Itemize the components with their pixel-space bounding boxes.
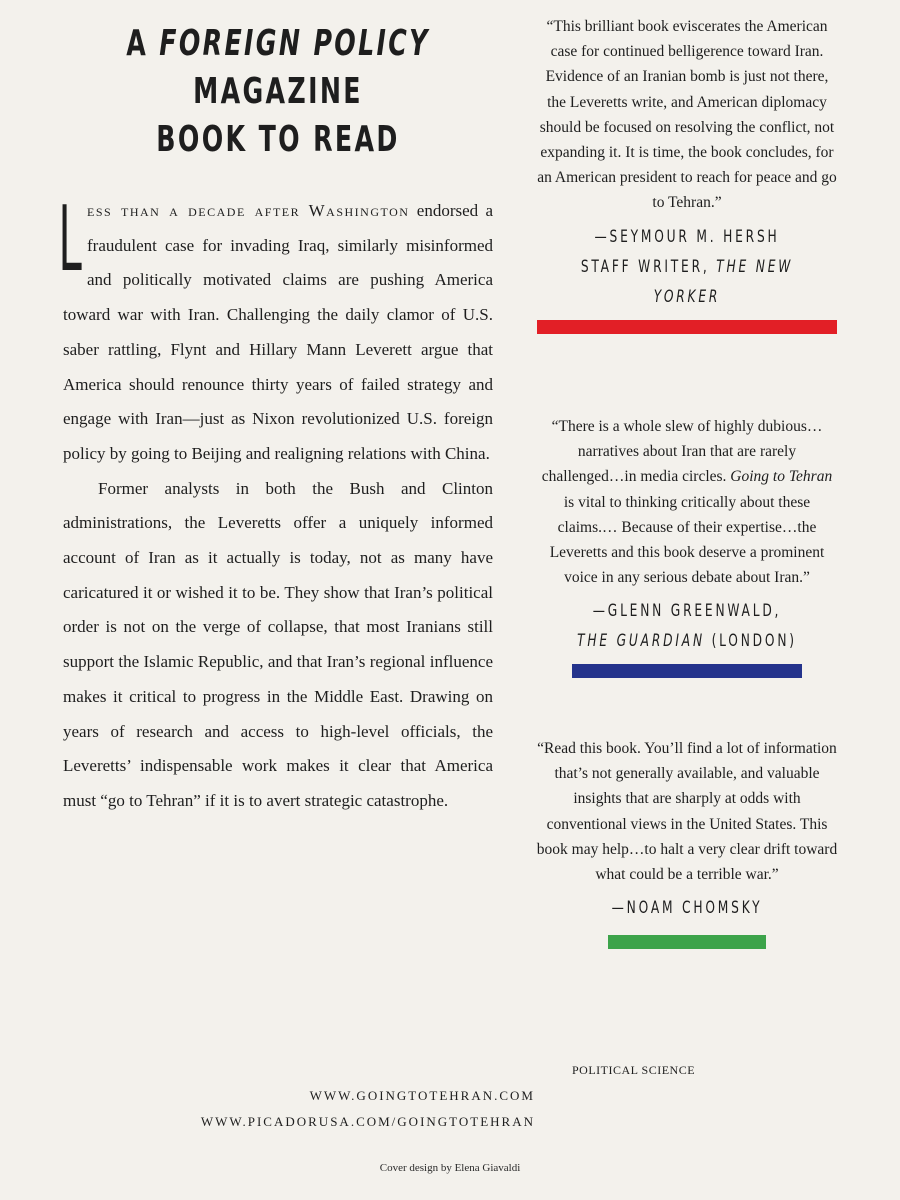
quote-block-hersh bbox=[536, 14, 838, 334]
heading-line-1 bbox=[110, 20, 445, 116]
publication-name: THE NEW YORKER bbox=[653, 256, 794, 307]
quote-attribution bbox=[566, 893, 808, 923]
cover-heading bbox=[110, 20, 445, 164]
blue-divider-bar bbox=[572, 664, 802, 678]
genre-category: POLITICAL SCIENCE bbox=[572, 1063, 696, 1077]
left-column bbox=[59, 20, 494, 819]
quote-attribution bbox=[566, 222, 808, 312]
quote-block-greenwald bbox=[536, 414, 838, 678]
cover-design-credit: Cover design by Elena Giavaldi bbox=[379, 1162, 521, 1174]
url-picadorusa: WWW.PICADORUSA.COM/GOINGTOTEHRAN bbox=[200, 1114, 535, 1129]
magazine-name: FOREIGN POLICY bbox=[159, 23, 430, 64]
book-description bbox=[59, 184, 494, 819]
quote-block-chomsky bbox=[536, 736, 838, 949]
quote-attribution bbox=[566, 596, 808, 656]
description-paragraph-1 bbox=[59, 184, 494, 472]
drop-cap: L bbox=[59, 184, 84, 291]
attribution-title bbox=[566, 252, 808, 312]
quote-text: “Read this book. You’ll find a lot of information that’s not generally available, and valuable insights that are sharply at odds with conventional views in the United States. This book may help…to halt a very clear drift toward what could be a terrible war.” bbox=[536, 740, 838, 884]
heading-line-2: BOOK TO READ bbox=[156, 119, 400, 160]
attribution-name: —NOAM CHOMSKY bbox=[611, 898, 763, 919]
green-divider-bar bbox=[608, 935, 766, 949]
description-paragraph-2: Former analysts in both the Bush and Clinton administrations, the Leveretts offer a uniquely informed account of Iran as it actually is today, not as many have caricatured it or wished it to be. They show that Iran’s political order is not on the verge of collapse, that most Iranians still support the Islamic Republic, and that Iran’s regional influence makes it critical to progress in the Middle East. Drawing on years of research and access to high-level officials, the Leveretts’ indispensable work makes it clear that America must “go to Tehran” if it is to avert strategic catastrophe. bbox=[63, 478, 493, 810]
quote-text-part-1: “There is a whole slew of highly dubious…narratives about Iran that are rarely challenged…in media circles. bbox=[541, 418, 823, 486]
quote-text-part-2: is vital to thinking critically about these claims.… Because of their expertise…the Leveretts and this book deserve a prominent voice in any serious debate about Iran.” bbox=[549, 493, 825, 587]
paragraph-1-text: endorsed a fraudulent case for invading Iraq, similarly misinformed and politically motivated claims are pushing America toward war with Iran. Challenging the daily clamor of U.S. saber rattling, Flynt and Hillary Mann Leverett argue that America should renounce thirty years of failed strategy and engage with Iran—just as Nixon revolutionized U.S. foreign policy by going to Beijing and realigning relations with China. bbox=[63, 201, 494, 463]
publication-location: (LONDON) bbox=[704, 631, 797, 652]
book-title-italic: Going to Tehran bbox=[730, 468, 833, 486]
opening-small-caps: ess than a decade after Washington bbox=[87, 201, 410, 220]
heading-prefix: A bbox=[126, 23, 160, 64]
attribution-title bbox=[566, 626, 808, 656]
website-links bbox=[128, 1083, 535, 1135]
attribution-name: —GLENN GREENWALD, bbox=[592, 601, 782, 622]
quote-text bbox=[536, 414, 838, 590]
red-divider-bar bbox=[537, 320, 837, 334]
publication-name: THE GUARDIAN bbox=[577, 631, 705, 652]
attribution-name: —SEYMOUR M. HERSH bbox=[594, 226, 780, 247]
quote-text: “This brilliant book eviscerates the American case for continued belligerence toward Iran. Evidence of an Iranian bomb is just not there, the Leveretts write, and American diplomacy should be focused on resolving the conflict, not expanding it. It is time, the book concludes, for an American president to reach for peace and go to Tehran.” bbox=[537, 18, 837, 212]
attribution-role: STAFF WRITER, bbox=[580, 256, 717, 277]
url-goingtotehran: WWW.GOINGTOTEHRAN.COM bbox=[309, 1088, 535, 1103]
heading-suffix: MAGAZINE bbox=[193, 71, 363, 112]
